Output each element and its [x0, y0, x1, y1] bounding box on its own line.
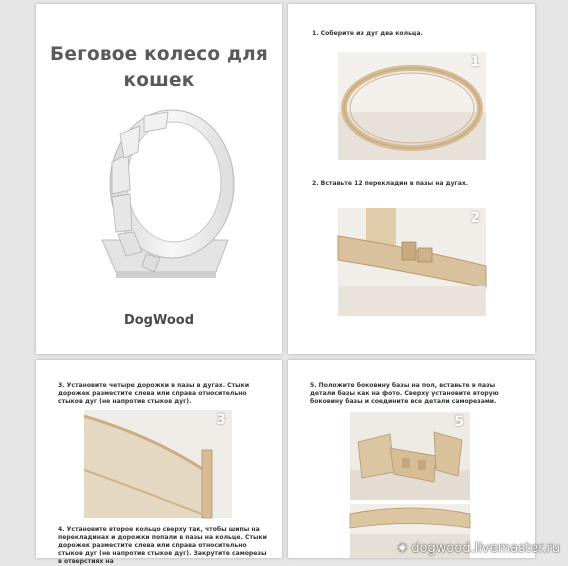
- step-5-photo-number: 5: [454, 414, 464, 430]
- step-3-photo-number: 3: [216, 412, 226, 428]
- step-1-photo-number: 1: [470, 54, 480, 70]
- cover-page: [36, 4, 282, 354]
- step-5-text: 5. Положите боковину базы на пол, вставьте в пазы детали базы как на фото. Сверху установите вторую боковину базы и соедините все детали саморезами.: [310, 382, 499, 405]
- watermark: [397, 539, 560, 557]
- cover-title-line-1: Беговое колесо для: [50, 44, 268, 65]
- step-3-text: 3. Установите четыре дорожки в пазы в дугах. Стыки дорожек разместите слева или справа относительно стыков дуг (не напротив стыков дуг).: [58, 382, 250, 405]
- step-4-text: 4. Установите второе кольцо сверху так, чтобы шипы на перекладинах и дорожки попали в пазы на кольце. Стыки дорожек разместите слева или справа относительно стыков дуг (не напротив стыков дуг). Закрутите саморезы в отверстиях на: [58, 526, 267, 565]
- step-3-photo: [84, 410, 232, 518]
- cover-title-line-2: кошек: [123, 70, 195, 91]
- instruction-page-2: [36, 360, 282, 565]
- step-1-text: 1. Соберите из дуг два кольца.: [312, 30, 423, 37]
- step-2-photo-number: 2: [470, 210, 480, 226]
- running-wheel-image: [90, 102, 240, 292]
- livemaster-logo-icon: ✺: [397, 541, 408, 555]
- step-5-photo: [350, 412, 470, 500]
- step-2-photo: [338, 208, 486, 316]
- step-2-text: 2. Вставьте 12 перекладин в пазы на дугах.: [312, 180, 469, 187]
- instruction-page-1: [288, 4, 535, 354]
- watermark-text: dogwood.livemaster.ru: [411, 540, 560, 556]
- instruction-page-3: [288, 360, 535, 558]
- brand-name: DogWood: [123, 313, 195, 328]
- step-1-photo: [338, 52, 486, 160]
- cover-title: [36, 42, 282, 94]
